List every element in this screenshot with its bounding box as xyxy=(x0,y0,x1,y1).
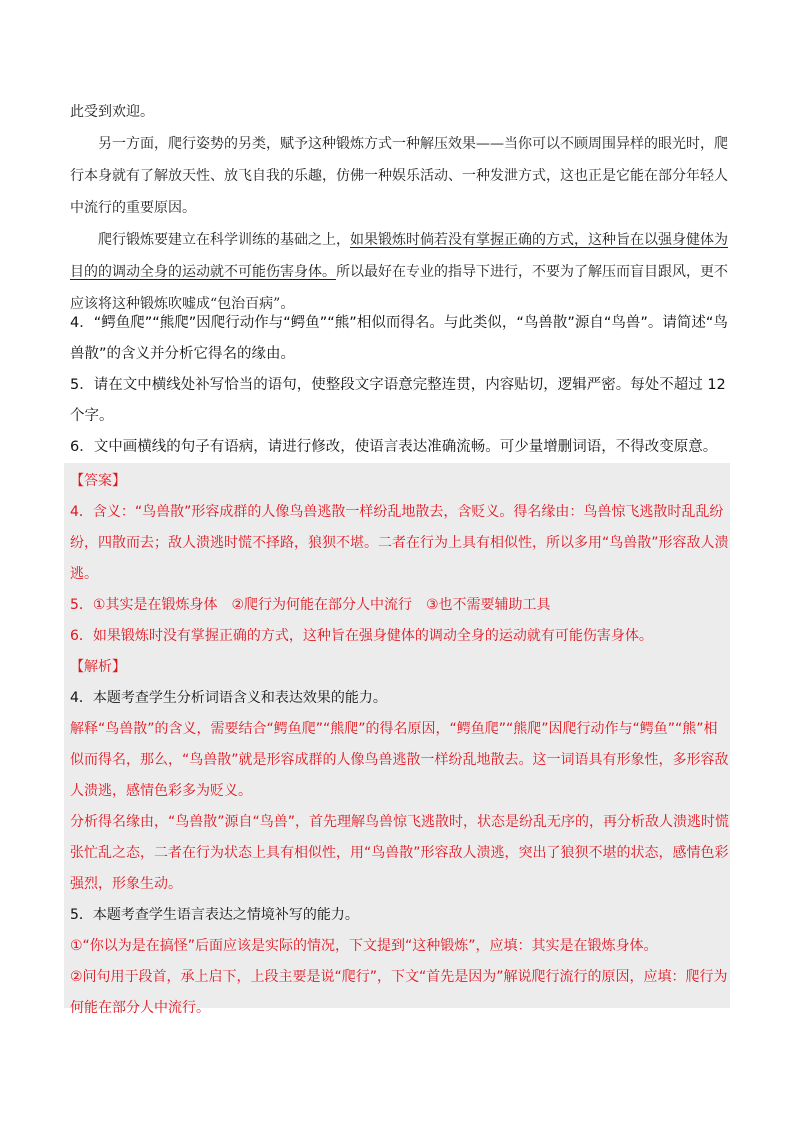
passage-paragraph-2-end: 所以最好在专业的指导下进行，不要为了解压而盲目跟风，更不应该将这种锻炼吹嘘成“包治百病”。 xyxy=(70,264,728,312)
underlined-sentence: 如果锻炼时倘若没有掌握正确的方式，这种旨在以强身健体为目的的调动全身的运动就不可能伤害身体。 xyxy=(70,232,728,280)
analysis-4-paragraph-1: 解释“鸟兽散”的含义，需要结合“鳄鱼爬”“熊爬”的得名原因，“鳄鱼爬”“熊爬”因爬行动作与“鳄鱼”“熊”相似而得名，那么，“鸟兽散”就是形容成群的人像鸟兽逃散一样纷乱地散去。这一词语具有形象性，多形容敌人溃逃，感情色彩多为贬义。 xyxy=(70,721,729,799)
passage-paragraph-2 xyxy=(70,224,730,320)
answer-5: 5．①其实是在锻炼身体 ②爬行为何能在部分人中流行 ③也不需要辅助工具 xyxy=(70,597,551,613)
analysis-5-paragraph-1: ①“你以为是在搞怪”后面应该是实际的情况，下文提到“这种锻炼”，应填：其实是在锻炼身体。 xyxy=(70,938,658,954)
analysis-heading: 【解析】 xyxy=(70,659,126,675)
analysis-4-title: 4．本题考查学生分析词语含义和表达效果的能力。 xyxy=(70,690,387,706)
reading-passage xyxy=(70,96,730,320)
analysis-5-title: 5．本题考查学生语言表达之情境补写的能力。 xyxy=(70,907,359,923)
answer-4: 4．含义：“鸟兽散”形容成群的人像鸟兽逃散一样纷乱地散去，含贬义。得名缘由：鸟兽惊飞逃散时乱乱纷纷，四散而去；敌人溃逃时慌不择路，狼狈不堪。二者在行为上具有相似性，所以多用“鸟兽散”形容敌人溃逃。 xyxy=(70,504,729,582)
passage-paragraph-1: 另一方面，爬行姿势的另类，赋予这种锻炼方式一种解压效果——当你可以不顾周围异样的眼光时，爬行本身就有了解放天性、放飞自我的乐趣，仿佛一种娱乐活动、一种发泄方式，这也正是它能在部分年轻人中流行的重要原因。 xyxy=(70,136,728,216)
question-4: 4．“鳄鱼爬”“熊爬”因爬行动作与“鳄鱼”“熊”相似而得名。与此类似，“鸟兽散”源自“鸟兽”。请简述“鸟兽散”的含义并分析它得名的缘由。 xyxy=(70,315,728,362)
question-list xyxy=(70,308,730,463)
answer-panel xyxy=(70,466,730,1024)
analysis-4-paragraph-2: 分析得名缘由，“鸟兽散”源自“鸟兽”，首先理解鸟兽惊飞逃散时，状态是纷乱无序的，再分析敌人溃逃时慌张忙乱之态，二者在行为状态上具有相似性，用“鸟兽散”形容敌人溃逃，突出了狼狈不堪的状态，感情色彩强烈，形象生动。 xyxy=(70,814,730,892)
answer-6: 6．如果锻炼时没有掌握正确的方式，这种旨在强身健体的调动全身的运动就有可能伤害身体。 xyxy=(70,628,653,644)
analysis-5-paragraph-2: ②问句用于段首，承上启下，上段主要是说“爬行”，下文“首先是因为”解说爬行流行的原因，应填：爬行为何能在部分人中流行。 xyxy=(70,969,728,1016)
question-6: 6．文中画横线的句子有语病，请进行修改，使语言表达准确流畅。可少量增删词语，不得改变原意。 xyxy=(70,439,718,455)
answer-heading: 【答案】 xyxy=(70,473,126,489)
passage-paragraph-2-start: 爬行锻炼要建立在科学训练的基础之上， xyxy=(98,232,350,248)
question-5: 5．请在文中横线处补写恰当的语句，使整段文字语意完整连贯，内容贴切，逻辑严密。每处不超过 12 个字。 xyxy=(70,377,726,424)
passage-line-0: 此受到欢迎。 xyxy=(70,104,154,120)
